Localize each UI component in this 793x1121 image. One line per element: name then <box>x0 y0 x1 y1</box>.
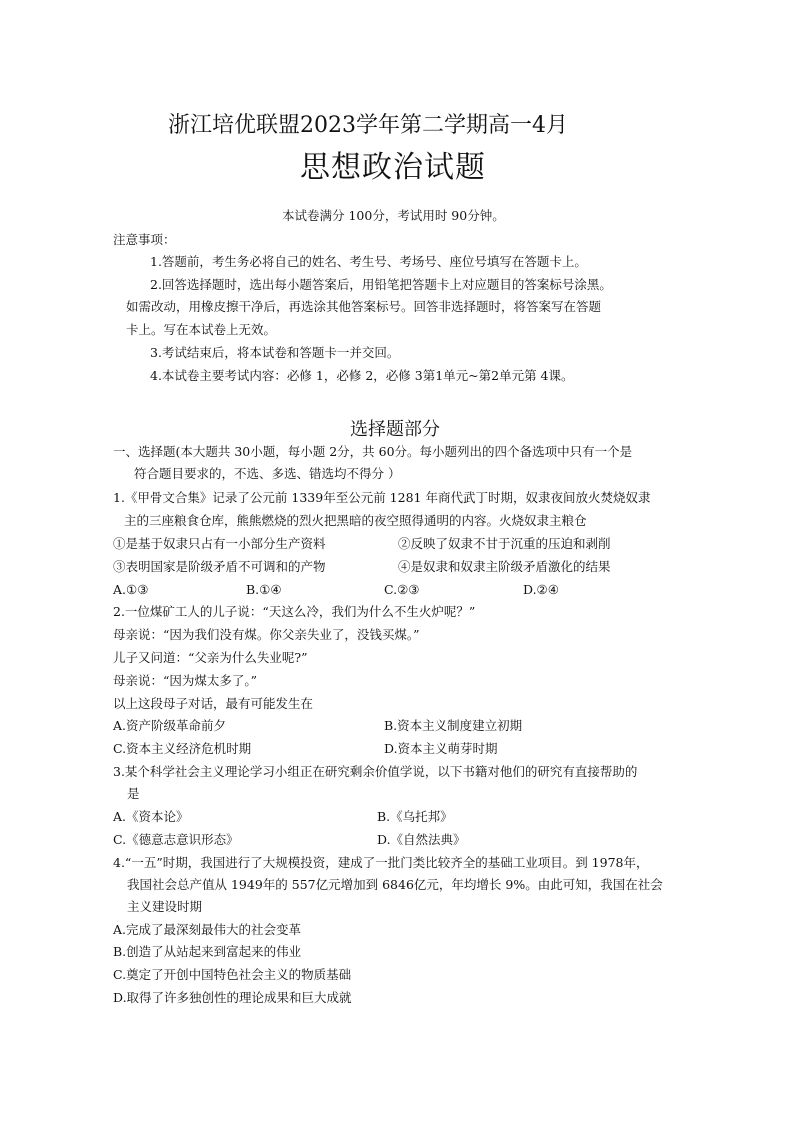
exam-title-line2: 思想政治试题 <box>300 150 486 185</box>
q1-statement-1: ①是基于奴隶只占有一小部分生产资料 <box>113 536 326 551</box>
exam-title-line1: 浙江培优联盟2023学年第二学期高一4月 <box>168 113 568 138</box>
notice-item-1: 1.答题前，考生务必将自己的姓名、考生号、考场号、座位号填写在答题卡上。 <box>150 254 587 269</box>
notice-item-3: 3.考试结束后，将本试卷和答题卡一并交回。 <box>150 345 400 360</box>
q1-stem-line1: 1.《甲骨文合集》记录了公元前 1339年至公元前 1281 年商代武丁时期，奴隶夜间放火焚烧奴隶 <box>113 490 651 505</box>
q4-stem-line3: 主义建设时期 <box>127 899 203 914</box>
q2-option-a: A.资产阶级革命前夕 <box>113 718 227 733</box>
q1-statement-4: ④是奴隶和奴隶主阶级矛盾激化的结果 <box>398 559 611 574</box>
q3-option-d: D.《自然法典》 <box>377 832 466 847</box>
q1-statement-2: ②反映了奴隶不甘于沉重的压迫和剥削 <box>398 536 611 551</box>
notice-item-2-line1: 2.回答选择题时，选出每小题答案后，用铅笔把答题卡上对应题目的答案标号涂黑。 <box>150 277 612 292</box>
q3-option-c: C.《德意志意识形态》 <box>113 832 239 847</box>
q2-option-b: B.资本主义制度建立初期 <box>384 718 523 733</box>
q4-option-b: B.创造了从站起来到富起来的伟业 <box>113 944 302 959</box>
q1-stem-line2: 主的三座粮食仓库，熊熊燃烧的烈火把黑暗的夜空照得通明的内容。火烧奴隶主粮仓 <box>124 513 587 528</box>
q4-stem-line1: 4.“一五”时期，我国进行了大规模投资，建成了一批门类比较齐全的基础工业项目。到 1978年， <box>113 855 649 870</box>
q3-option-a: A.《资本论》 <box>113 809 189 824</box>
q1-option-d: D.②④ <box>523 582 559 597</box>
q3-stem-line2: 是 <box>127 786 140 801</box>
q4-stem-line2: 我国社会总产值从 1949年的 557亿元增加到 6846亿元，年均增长 9%。由此可知，我国在社会 <box>127 877 663 892</box>
notice-item-2-line3: 卡上。写在本试卷上无效。 <box>126 322 277 337</box>
q1-option-b: B.①④ <box>246 582 282 597</box>
q4-option-a: A.完成了最深刻最伟大的社会变革 <box>113 922 302 937</box>
q3-option-b: B.《乌托邦》 <box>377 809 453 824</box>
q1-option-c: C.②③ <box>384 582 420 597</box>
q2-line4: 母亲说：“因为煤太多了。” <box>113 673 258 688</box>
q1-option-a: A.①③ <box>113 582 149 597</box>
notice-item-4: 4.本试卷主要考试内容：必修 1，必修 2，必修 3第1单元~第2单元第 4课。 <box>150 368 574 383</box>
q2-option-c: C.资本主义经济危机时期 <box>113 741 252 756</box>
q2-option-d: D.资本主义萌芽时期 <box>384 741 498 756</box>
notice-heading: 注意事项： <box>113 232 176 247</box>
q1-statement-3: ③表明国家是阶级矛盾不可调和的产物 <box>113 559 326 574</box>
section-title: 选择题部分 <box>350 419 440 440</box>
q2-line5: 以上这段母子对话，最有可能发生在 <box>113 696 314 711</box>
section-intro-line1: 一、选择题(本大题共 30小题，每小题 2分，共 60分。每小题列出的四个备选项中只有一个是 <box>113 444 633 459</box>
q2-line2: 母亲说：“因为我们没有煤。你父亲失业了，没钱买煤。” <box>113 627 420 642</box>
q4-option-c: C.奠定了开创中国特色社会主义的物质基础 <box>113 967 352 982</box>
q4-option-d: D.取得了许多独创性的理论成果和巨大成就 <box>113 990 352 1005</box>
q2-line3: 儿子又问道：“父亲为什么失业呢?” <box>113 650 308 665</box>
exam-info: 本试卷满分 100分，考试用时 90分钟。 <box>282 208 505 223</box>
notice-item-2-line2: 如需改动，用橡皮擦干净后，再选涂其他答案标号。回答非选择题时，将答案写在答题 <box>126 299 602 314</box>
q3-stem-line1: 3.某个科学社会主义理论学习小组正在研究剩余价值学说，以下书籍对他们的研究有直接帮助的 <box>113 764 638 779</box>
q2-line1: 2.一位煤矿工人的儿子说：“天这么冷，我们为什么不生火炉呢？” <box>113 604 476 619</box>
section-intro-line2: 符合题目要求的，不选、多选、错选均不得分 ） <box>134 466 401 481</box>
